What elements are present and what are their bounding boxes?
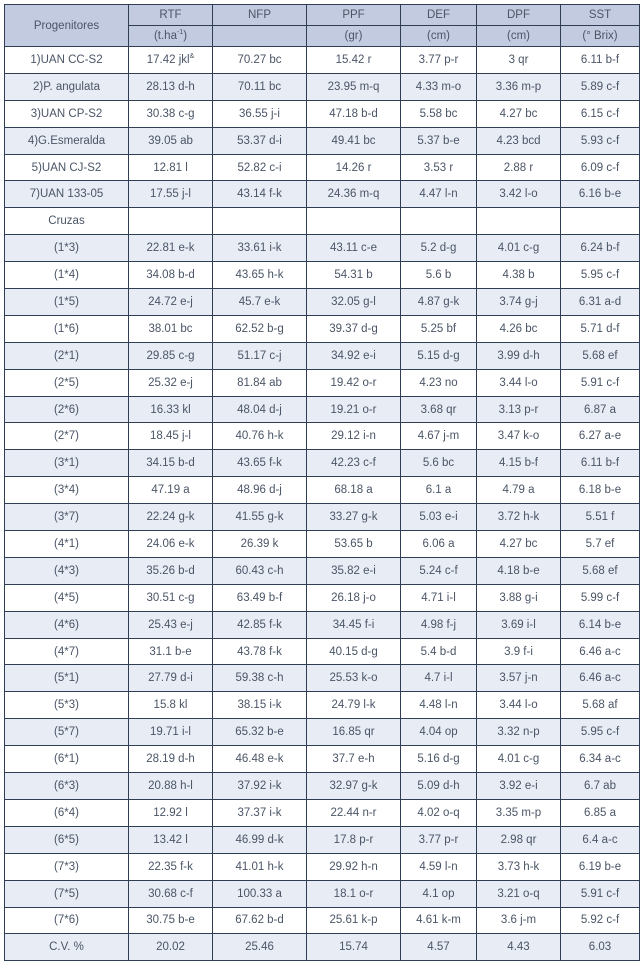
row-label: (3*7) [5,504,129,531]
cell-sst: 5.95 c-f [561,719,640,746]
cell-rtf: 38.01 bc [129,315,213,342]
row-label: (1*5) [5,289,129,316]
cell-sst: 6.4 a-c [561,826,640,853]
cell-def: 5.16 d-g [401,746,477,773]
cell-rtf: 15.8 kl [129,692,213,719]
cell-def: 4.1 op [401,880,477,907]
cell-dpf: 3.13 p-r [477,396,561,423]
cell-rtf: 31.1 b-e [129,638,213,665]
cell-nfp: 36.55 j-i [213,100,307,127]
table-row [5,289,640,316]
unit-dpf: (cm) [477,26,561,47]
table-header [5,5,640,47]
row-label: 7)UAN 133-05 [5,181,129,208]
table-row [5,73,640,100]
unit-rtf [129,26,213,47]
cell-rtf: 13.42 l [129,826,213,853]
cell-ppf: 25.61 k-p [307,907,401,934]
table-row [5,665,640,692]
row-label: (5*7) [5,719,129,746]
cell-rtf: 18.45 j-l [129,423,213,450]
cell-ppf: 32.97 g-k [307,773,401,800]
cell-sst: 5.93 c-f [561,127,640,154]
cell-dpf: 4.01 c-g [477,746,561,773]
table-row [5,638,640,665]
cell-ppf: 39.37 d-g [307,315,401,342]
cell-sst: 6.16 b-e [561,181,640,208]
cell-dpf: 3.47 k-o [477,423,561,450]
cell-rtf: 22.35 f-k [129,853,213,880]
cell-sst: 6.46 a-c [561,638,640,665]
row-label: (5*3) [5,692,129,719]
cell-sst: 5.68 ef [561,557,640,584]
cell-nfp: 41.01 h-k [213,853,307,880]
cell-def: 6.1 a [401,477,477,504]
table-row [5,396,640,423]
cell-nfp: 43.78 f-k [213,638,307,665]
header-progenitores: Progenitores [5,5,129,47]
row-label: 2)P. angulata [5,73,129,100]
cell-rtf: 12.92 l [129,799,213,826]
cell-sst: 5.68 af [561,692,640,719]
cell-rtf: 24.06 e-k [129,531,213,558]
cell-def: 5.37 b-e [401,127,477,154]
header-col-def: DEF [401,5,477,26]
section-label: Cruzas [5,208,129,235]
cell-ppf: 33.27 g-k [307,504,401,531]
row-label: (4*7) [5,638,129,665]
header-col-rtf: RTF [129,5,213,26]
cell-nfp: 59.38 c-h [213,665,307,692]
cell-sst: 6.46 a-c [561,665,640,692]
cell-rtf: 30.51 c-g [129,584,213,611]
cell-dpf: 2.88 r [477,154,561,181]
results-table-container [4,4,640,961]
cell-rtf: 30.68 c-f [129,880,213,907]
cell-sst: 5.95 c-f [561,262,640,289]
cell-sst: 5.91 c-f [561,369,640,396]
cell-ppf: 17.8 p-r [307,826,401,853]
cell-nfp: 60.43 c-h [213,557,307,584]
table-row [5,235,640,262]
cell-nfp: 62.52 b-g [213,315,307,342]
cell-def: 3.53 r [401,154,477,181]
cell-sst: 6.18 b-e [561,477,640,504]
cell-dpf: 3.6 j-m [477,907,561,934]
cell-sst: 5.68 ef [561,342,640,369]
cell-dpf: 3.73 h-k [477,853,561,880]
cell-ppf: 24.36 m-q [307,181,401,208]
cell-dpf: 4.27 bc [477,531,561,558]
cell-rtf: 20.88 h-l [129,773,213,800]
row-label: (2*6) [5,396,129,423]
cell-ppf: 49.41 bc [307,127,401,154]
cell-dpf: 3.21 o-q [477,880,561,907]
cell-sst: 6.34 a-c [561,746,640,773]
table-row [5,315,640,342]
cell-dpf: 3.35 m-p [477,799,561,826]
row-label: (3*1) [5,450,129,477]
cell-nfp: 26.39 k [213,531,307,558]
cell-def: 5.6 b [401,262,477,289]
cell-dpf: 4.23 bcd [477,127,561,154]
cell-sst: 6.19 b-e [561,853,640,880]
cell-nfp: 45.7 e-k [213,289,307,316]
cell-ppf: 16.85 qr [307,719,401,746]
cell-def: 5.6 bc [401,450,477,477]
table-row [5,880,640,907]
cell-dpf: 3.88 g-i [477,584,561,611]
cell-dpf: 3.9 f-i [477,638,561,665]
cell-ppf [307,208,401,235]
table-row [5,369,640,396]
cell-def: 3.77 p-r [401,47,477,74]
cell-ppf: 34.45 f-i [307,611,401,638]
cell-def: 4.71 i-l [401,584,477,611]
cell-def: 4.7 i-l [401,665,477,692]
cell-dpf: 3.32 n-p [477,719,561,746]
cell-rtf: 34.08 b-d [129,262,213,289]
cell-rtf: 35.26 b-d [129,557,213,584]
cell-sst: 6.11 b-f [561,47,640,74]
cell-rtf: 22.81 e-k [129,235,213,262]
cell-sst: 5.71 d-f [561,315,640,342]
cell-ppf: 24.79 l-k [307,692,401,719]
cell-ppf: 53.65 b [307,531,401,558]
header-col-sst: SST [561,5,640,26]
cell-def: 4.47 l-n [401,181,477,208]
cell-def: 4.98 f-j [401,611,477,638]
table-row [5,100,640,127]
cell-nfp: 33.61 i-k [213,235,307,262]
cv-sst: 6.03 [561,934,640,961]
unit-def: (cm) [401,26,477,47]
table-row [5,826,640,853]
table-row [5,154,640,181]
row-label: (4*5) [5,584,129,611]
cv-nfp: 25.46 [213,934,307,961]
cell-nfp: 42.85 f-k [213,611,307,638]
cell-def: 4.87 g-k [401,289,477,316]
cell-sst: 5.51 f [561,504,640,531]
row-label: (4*6) [5,611,129,638]
header-col-dpf: DPF [477,5,561,26]
cell-dpf [477,208,561,235]
row-label: (1*3) [5,235,129,262]
cell-def: 4.67 j-m [401,423,477,450]
row-label: (7*6) [5,907,129,934]
row-label: (6*3) [5,773,129,800]
cell-nfp: 70.27 bc [213,47,307,74]
table-row [5,907,640,934]
cell-def: 5.03 e-i [401,504,477,531]
cell-def: 4.59 l-n [401,853,477,880]
table-row [5,557,640,584]
table-row [5,611,640,638]
cell-rtf: 34.15 b-d [129,450,213,477]
cell-def: 4.61 k-m [401,907,477,934]
cell-def: 4.02 o-q [401,799,477,826]
cell-sst: 6.09 c-f [561,154,640,181]
cell-dpf: 3.99 d-h [477,342,561,369]
cell-rtf [129,208,213,235]
cell-dpf: 4.15 b-f [477,450,561,477]
cell-sst: 6.7 ab [561,773,640,800]
table-row [5,262,640,289]
table-row [5,799,640,826]
cell-nfp: 70.11 bc [213,73,307,100]
row-label: 5)UAN CJ-S2 [5,154,129,181]
cell-nfp: 51.17 c-j [213,342,307,369]
cell-dpf: 4.18 b-e [477,557,561,584]
row-label: (7*5) [5,880,129,907]
cell-value: 17.42 jkl [146,53,190,66]
table-row [5,181,640,208]
header-row-names [5,5,640,26]
cell-def: 5.15 d-g [401,342,477,369]
cell-dpf: 4.38 b [477,262,561,289]
cell-sst: 5.7 ef [561,531,640,558]
table-row [5,584,640,611]
cell-rtf: 27.79 d-i [129,665,213,692]
cell-nfp: 81.84 ab [213,369,307,396]
cell-nfp: 53.37 d-i [213,127,307,154]
cell-sst: 6.87 a [561,396,640,423]
cell-rtf: 25.32 e-j [129,369,213,396]
cell-ppf: 43.11 c-e [307,235,401,262]
cell-sst: 5.92 c-f [561,907,640,934]
table-row [5,719,640,746]
row-label: (6*1) [5,746,129,773]
results-table [4,4,640,961]
row-label: (6*4) [5,799,129,826]
cell-rtf: 25.43 e-j [129,611,213,638]
cell-rtf: 39.05 ab [129,127,213,154]
row-label: (5*1) [5,665,129,692]
cell-dpf: 3.74 g-j [477,289,561,316]
cell-ppf: 42.23 c-f [307,450,401,477]
row-label: (4*3) [5,557,129,584]
unit-ppf: (gr) [307,26,401,47]
cell-ppf: 40.15 d-g [307,638,401,665]
cv-def: 4.57 [401,934,477,961]
unit-nfp [213,26,307,47]
cell-nfp: 46.99 d-k [213,826,307,853]
cell-sst: 6.15 c-f [561,100,640,127]
cell-nfp: 52.82 c-i [213,154,307,181]
cell-ppf: 68.18 a [307,477,401,504]
table-row [5,127,640,154]
cell-dpf: 3.42 l-o [477,181,561,208]
cell-ppf: 54.31 b [307,262,401,289]
cell-def: 5.2 d-g [401,235,477,262]
cell-def: 3.77 p-r [401,826,477,853]
unit-sst: (° Brix) [561,26,640,47]
unit-rtf-exponent: -1 [176,29,184,37]
cell-def: 5.58 bc [401,100,477,127]
cell-ppf: 29.92 h-n [307,853,401,880]
cell-def: 4.48 l-n [401,692,477,719]
cell-sst: 6.14 b-e [561,611,640,638]
cell-nfp: 40.76 h-k [213,423,307,450]
table-row [5,47,640,74]
cell-nfp: 41.55 g-k [213,504,307,531]
cell-rtf: 16.33 kl [129,396,213,423]
cell-nfp: 37.37 i-k [213,799,307,826]
cv-row [5,934,640,961]
cell-nfp: 65.32 b-e [213,719,307,746]
table-row [5,504,640,531]
section-row [5,208,640,235]
cell-rtf: 17.55 j-l [129,181,213,208]
cell-sst: 6.85 a [561,799,640,826]
table-row [5,746,640,773]
footnote-mark: & [189,53,195,61]
cv-rtf: 20.02 [129,934,213,961]
cell-sst: 6.24 b-f [561,235,640,262]
cell-dpf: 3.72 h-k [477,504,561,531]
header-col-nfp: NFP [213,5,307,26]
cell-rtf: 30.38 c-g [129,100,213,127]
cell-sst: 6.27 a-e [561,423,640,450]
cell-ppf: 32.05 g-l [307,289,401,316]
cell-def: 4.04 op [401,719,477,746]
cell-def: 5.24 c-f [401,557,477,584]
cell-ppf: 35.82 e-i [307,557,401,584]
row-label: 3)UAN CP-S2 [5,100,129,127]
table-row [5,531,640,558]
cell-rtf: 22.24 g-k [129,504,213,531]
cell-def [401,208,477,235]
cell-nfp: 100.33 a [213,880,307,907]
row-label: (2*5) [5,369,129,396]
row-label: (3*4) [5,477,129,504]
row-label: 4)G.Esmeralda [5,127,129,154]
cell-def: 6.06 a [401,531,477,558]
cell-def: 5.25 bf [401,315,477,342]
table-body [5,47,640,961]
row-label: (1*4) [5,262,129,289]
cell-rtf [129,47,213,74]
cell-rtf: 30.75 b-e [129,907,213,934]
cell-rtf: 29.85 c-g [129,342,213,369]
cell-ppf: 25.53 k-o [307,665,401,692]
table-row [5,477,640,504]
cell-nfp: 43.65 h-k [213,262,307,289]
cell-dpf: 3.92 e-i [477,773,561,800]
cell-nfp: 37.92 i-k [213,773,307,800]
cell-rtf: 19.71 i-l [129,719,213,746]
cell-rtf: 24.72 e-j [129,289,213,316]
row-label: (2*1) [5,342,129,369]
cell-def: 5.4 b-d [401,638,477,665]
cell-sst: 6.31 a-d [561,289,640,316]
cell-ppf: 22.44 n-r [307,799,401,826]
cell-def: 3.68 qr [401,396,477,423]
cell-rtf: 28.19 d-h [129,746,213,773]
table-row [5,342,640,369]
cell-nfp: 46.48 e-k [213,746,307,773]
row-label: (4*1) [5,531,129,558]
table-row [5,773,640,800]
row-label: (7*3) [5,853,129,880]
cell-dpf: 3.44 l-o [477,692,561,719]
cv-ppf: 15.74 [307,934,401,961]
cell-ppf: 19.21 o-r [307,396,401,423]
cell-def: 4.23 no [401,369,477,396]
cell-ppf: 14.26 r [307,154,401,181]
row-label: (1*6) [5,315,129,342]
cell-rtf: 28.13 d-h [129,73,213,100]
cell-dpf: 2.98 qr [477,826,561,853]
cell-ppf: 34.92 e-i [307,342,401,369]
cell-nfp: 63.49 b-f [213,584,307,611]
cell-ppf: 26.18 j-o [307,584,401,611]
cell-dpf: 3 qr [477,47,561,74]
table-row [5,692,640,719]
row-label: (2*7) [5,423,129,450]
cv-label: C.V. % [5,934,129,961]
cell-ppf: 19.42 o-r [307,369,401,396]
cell-nfp: 48.04 d-j [213,396,307,423]
cell-dpf: 3.69 i-l [477,611,561,638]
row-label: (6*5) [5,826,129,853]
table-row [5,423,640,450]
cell-nfp: 67.62 b-d [213,907,307,934]
cell-dpf: 3.36 m-p [477,73,561,100]
cell-ppf: 37.7 e-h [307,746,401,773]
cell-sst: 5.99 c-f [561,584,640,611]
cell-rtf: 12.81 l [129,154,213,181]
cell-dpf: 3.44 l-o [477,369,561,396]
cell-nfp: 43.14 f-k [213,181,307,208]
table-row [5,450,640,477]
cell-ppf: 23.95 m-q [307,73,401,100]
cell-def: 5.09 d-h [401,773,477,800]
cell-nfp: 48.96 d-j [213,477,307,504]
cell-ppf: 47.18 b-d [307,100,401,127]
cell-dpf: 4.26 bc [477,315,561,342]
cell-dpf: 4.79 a [477,477,561,504]
cell-nfp: 43.65 f-k [213,450,307,477]
cell-sst: 6.11 b-f [561,450,640,477]
cell-ppf: 18.1 o-r [307,880,401,907]
cell-def: 4.33 m-o [401,73,477,100]
cell-dpf: 4.27 bc [477,100,561,127]
cell-nfp: 38.15 i-k [213,692,307,719]
cell-nfp [213,208,307,235]
cell-ppf: 15.42 r [307,47,401,74]
row-label: 1)UAN CC-S2 [5,47,129,74]
header-col-ppf: PPF [307,5,401,26]
cell-sst [561,208,640,235]
table-row [5,853,640,880]
cell-sst: 5.91 c-f [561,880,640,907]
unit-rtf-close: ) [183,30,188,42]
unit-rtf-text: (t.ha [153,30,177,42]
cell-ppf: 29.12 i-n [307,423,401,450]
cv-dpf: 4.43 [477,934,561,961]
cell-rtf: 47.19 a [129,477,213,504]
cell-dpf: 3.57 j-n [477,665,561,692]
cell-dpf: 4.01 c-g [477,235,561,262]
cell-sst: 5.89 c-f [561,73,640,100]
